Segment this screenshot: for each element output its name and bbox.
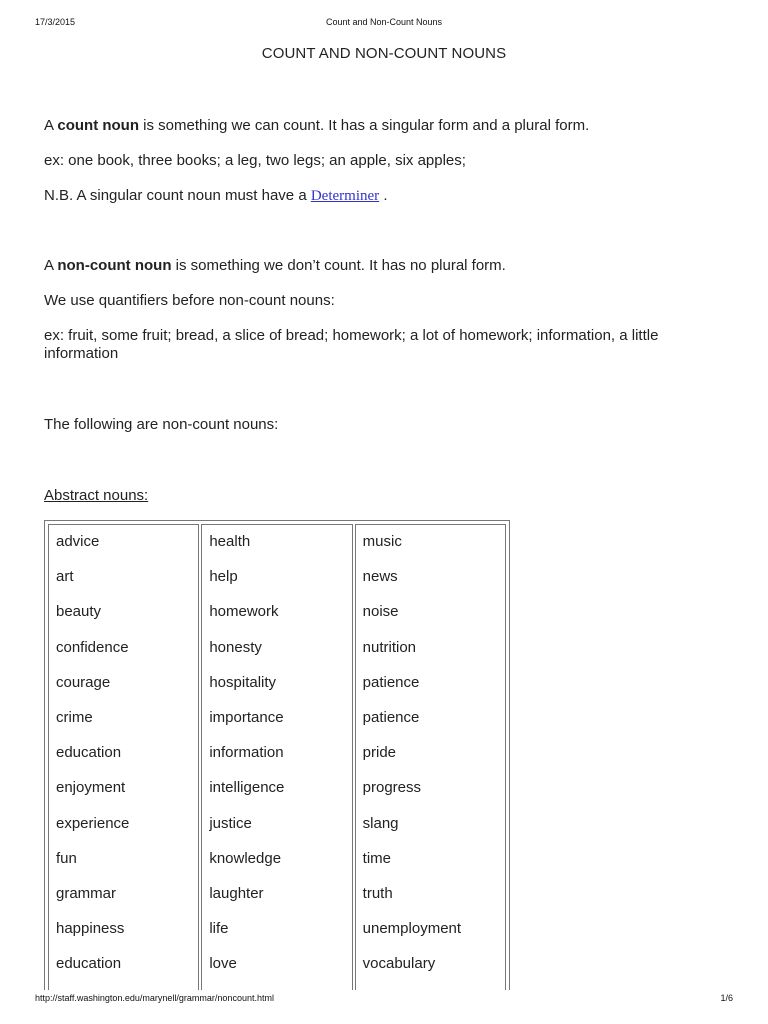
abstract-nouns-heading-text: Abstract nouns: bbox=[44, 487, 149, 504]
count-intro-article: A bbox=[44, 117, 58, 134]
noun-cell: slang bbox=[362, 814, 399, 832]
noun-cell: advice bbox=[56, 533, 100, 550]
noun-cell: pride bbox=[362, 744, 397, 762]
count-noun-definition bbox=[44, 117, 734, 135]
page-title: COUNT AND NON-COUNT NOUNS bbox=[261, 45, 507, 62]
noun-cell: experience bbox=[56, 814, 130, 832]
noun-cell: music bbox=[362, 533, 402, 550]
abstract-nouns-heading bbox=[44, 487, 734, 505]
print-footer bbox=[35, 993, 733, 1007]
abstract-nouns-table bbox=[44, 520, 510, 990]
noun-cell: news bbox=[362, 568, 398, 586]
noun-cell: health bbox=[209, 533, 251, 550]
noun-cell: crime bbox=[56, 708, 93, 726]
determiner-note-suffix: . bbox=[379, 187, 388, 204]
noun-cell: life bbox=[209, 920, 229, 938]
noun-cell: justice bbox=[209, 814, 252, 832]
noncount-noun-definition bbox=[44, 257, 734, 275]
noun-cell: vocabulary bbox=[362, 955, 436, 973]
noun-cell: laughter bbox=[209, 884, 264, 902]
noncount-noun-term: non-count noun bbox=[57, 257, 172, 274]
noncount-noun-example: ex: fruit, some fruit; bread, a slice of bread; homework; a lot of homework; information, a little information bbox=[44, 327, 659, 362]
noun-cell: love bbox=[209, 955, 237, 973]
print-header bbox=[35, 17, 733, 31]
count-noun-definition-text: is something we can count. It has a singular form and a plural form. bbox=[139, 117, 590, 134]
noun-cell: enjoyment bbox=[56, 779, 126, 797]
noun-cell: art bbox=[56, 568, 74, 586]
noncount-intro-article: A bbox=[44, 257, 58, 274]
determiner-note-prefix: N.B. A singular count noun must have a bbox=[44, 187, 311, 204]
noun-cell: help bbox=[209, 568, 238, 586]
noun-cell: hospitality bbox=[209, 673, 277, 691]
noun-cell: nutrition bbox=[362, 638, 417, 656]
noun-cell: information bbox=[209, 744, 284, 762]
noun-cell: homework bbox=[209, 603, 279, 621]
noun-cell: progress bbox=[362, 779, 422, 797]
count-noun-term: count noun bbox=[57, 117, 140, 134]
quantifier-note: We use quantifiers before non-count nouns: bbox=[44, 292, 335, 309]
count-noun-example: ex: one book, three books; a leg, two legs; an apple, six apples; bbox=[44, 152, 466, 169]
noun-cell: patience bbox=[362, 708, 420, 726]
print-date: 17/3/2015 bbox=[35, 17, 76, 27]
noun-cell: grammar bbox=[56, 884, 117, 902]
print-document-title: Count and Non-Count Nouns bbox=[325, 17, 443, 27]
noun-cell: noise bbox=[362, 603, 399, 621]
noun-cell: education bbox=[56, 744, 122, 762]
noun-cell: time bbox=[362, 849, 391, 867]
noun-column bbox=[355, 524, 506, 990]
noun-cell: fun bbox=[56, 849, 77, 867]
noun-cell: importance bbox=[209, 708, 284, 726]
noncount-list-intro: The following are non-count nouns: bbox=[44, 416, 279, 433]
determiner-link[interactable]: Determiner bbox=[310, 188, 380, 204]
noun-column bbox=[48, 524, 199, 990]
noun-cell: happiness bbox=[56, 920, 125, 938]
determiner-note bbox=[44, 187, 734, 205]
print-url: http://staff.washington.edu/marynell/grammar/noncount.html bbox=[35, 993, 274, 1003]
abstract-nouns-columns bbox=[48, 524, 506, 990]
noun-cell: education bbox=[56, 955, 122, 973]
print-page-number: 1/6 bbox=[720, 993, 733, 1003]
noun-cell: truth bbox=[362, 884, 393, 902]
noun-cell: unemployment bbox=[362, 920, 462, 938]
noun-cell: knowledge bbox=[209, 849, 282, 867]
noun-cell: confidence bbox=[56, 638, 129, 656]
noun-cell: beauty bbox=[56, 603, 102, 621]
noun-cell: patience bbox=[362, 673, 420, 691]
noun-column bbox=[201, 524, 352, 990]
noun-cell: courage bbox=[56, 673, 111, 691]
noncount-noun-definition-text: is something we don’t count. It has no plural form. bbox=[171, 257, 506, 274]
noun-cell: honesty bbox=[209, 638, 262, 656]
noun-cell: intelligence bbox=[209, 779, 285, 797]
